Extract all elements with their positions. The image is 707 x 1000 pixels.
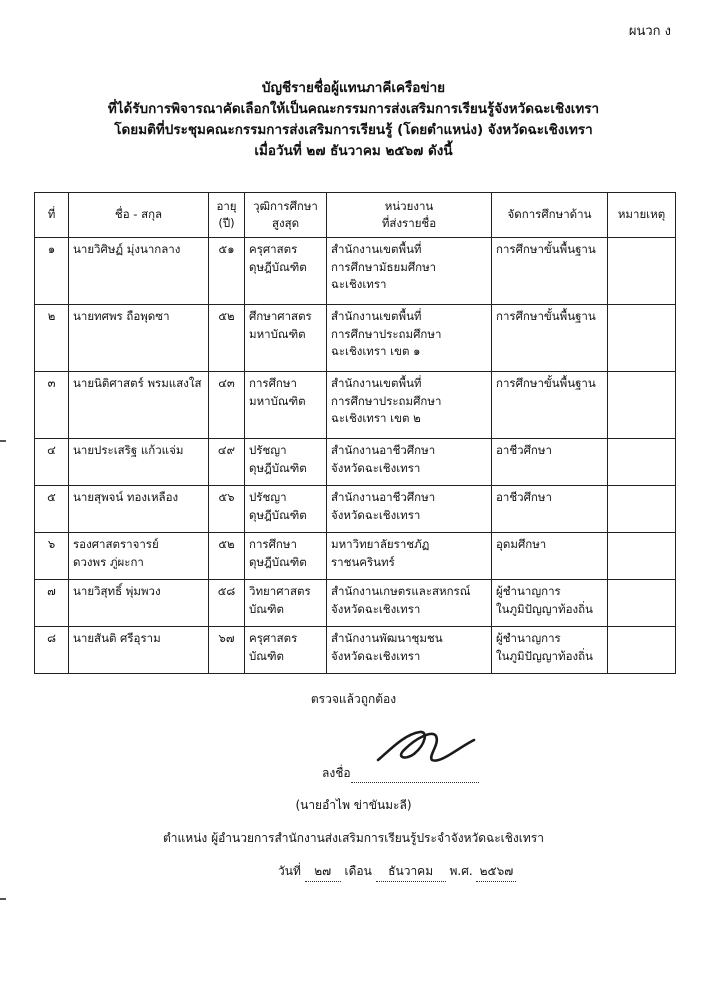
cell-organization: สำนักงานเขตพื้นที่ การศึกษามัธยมศึกษา ฉะเชิงเทรา xyxy=(327,238,492,305)
table-row xyxy=(35,627,676,674)
cell-field: ผู้ชำนาญการ ในภูมิปัญญาท้องถิ่น xyxy=(492,580,608,627)
document-title xyxy=(0,78,707,162)
table-row xyxy=(35,439,676,486)
table-row xyxy=(35,580,676,627)
cell-organization: สำนักงานอาชีวศึกษา จังหวัดฉะเชิงเทรา xyxy=(327,439,492,486)
cell-organization: สำนักงานเขตพื้นที่ การศึกษาประถมศึกษา ฉะเชิงเทรา เขต ๒ xyxy=(327,372,492,439)
title-line: บัญชีรายชื่อผู้แทนภาคีเครือข่าย xyxy=(261,80,446,96)
title-line: ที่ได้รับการพิจารณาคัดเลือกให้เป็นคณะกรรมการส่งเสริมการเรียนรู้จังหวัดฉะเชิงเทรา xyxy=(107,101,600,117)
header-field: จัดการศึกษาด้าน xyxy=(492,193,608,238)
header-education: วุฒิการศึกษา สูงสุด xyxy=(245,193,327,238)
cell-no: ๓ xyxy=(35,372,69,439)
table-row xyxy=(35,486,676,533)
signer-position: ตำแหน่ง ผู้อำนวยการสำนักงานส่งเสริมการเรียนรู้ประจำจังหวัดฉะเชิงเทรา xyxy=(163,831,544,845)
edge-mark xyxy=(0,898,6,900)
cell-age: ๕๒ xyxy=(209,533,245,580)
annex-label: ผนวก ง xyxy=(628,24,671,39)
cell-education: ปรัชญา ดุษฎีบัณฑิต xyxy=(245,486,327,533)
table-header-row xyxy=(35,193,676,238)
header-no: ที่ xyxy=(35,193,69,238)
cell-organization: สำนักงานเกษตรและสหกรณ์ จังหวัดฉะเชิงเทรา xyxy=(327,580,492,627)
cell-age: ๕๒ xyxy=(209,305,245,372)
cell-name: รองศาสตราจารย์ ดวงพร ภู่ผะกา xyxy=(69,533,209,580)
cell-remark xyxy=(608,439,676,486)
cell-remark xyxy=(608,627,676,674)
cell-no: ๔ xyxy=(35,439,69,486)
cell-organization: มหาวิทยาลัยราชภัฏ ราชนครินทร์ xyxy=(327,533,492,580)
cell-remark xyxy=(608,372,676,439)
representatives-table xyxy=(34,192,676,674)
cell-no: ๑ xyxy=(35,238,69,305)
header-remark: หมายเหตุ xyxy=(608,193,676,238)
title-line: โดยมติที่ประชุมคณะกรรมการส่งเสริมการเรียนรู้ (โดยตำแหน่ง) จังหวัดฉะเชิงเทรา xyxy=(114,122,593,138)
cell-no: ๖ xyxy=(35,533,69,580)
cell-organization: สำนักงานอาชีวศึกษา จังหวัดฉะเชิงเทรา xyxy=(327,486,492,533)
cell-age: ๖๗ xyxy=(209,627,245,674)
signature-image xyxy=(370,722,480,770)
cell-name: นายประเสริฐ แก้วแจ่ม xyxy=(69,439,209,486)
title-line: เมื่อวันที่ ๒๗ ธันวาคม ๒๕๖๗ ดังนี้ xyxy=(254,143,453,159)
cell-field: อาชีวศึกษา xyxy=(492,486,608,533)
cell-remark xyxy=(608,486,676,533)
cell-remark xyxy=(608,305,676,372)
cell-age: ๕๑ xyxy=(209,238,245,305)
cell-education: วิทยาศาสตร บัณฑิต xyxy=(245,580,327,627)
cell-no: ๕ xyxy=(35,486,69,533)
edge-mark xyxy=(0,440,6,442)
cell-age: ๕๖ xyxy=(209,486,245,533)
date-month: ธันวาคม xyxy=(376,862,446,882)
cell-education: ปรัชญา ดุษฎีบัณฑิต xyxy=(245,439,327,486)
signature-line xyxy=(322,764,492,783)
cell-age: ๕๘ xyxy=(209,580,245,627)
cell-age: ๔๙ xyxy=(209,439,245,486)
cell-remark xyxy=(608,533,676,580)
cell-remark xyxy=(608,580,676,627)
cell-name: นายสุพจน์ ทองเหลือง xyxy=(69,486,209,533)
cell-name: นายทศพร ถือพุดซา xyxy=(69,305,209,372)
cell-remark xyxy=(608,238,676,305)
signature-date: วันที่ ๒๗ เดือน ธันวาคม พ.ศ. ๒๕๖๗ xyxy=(278,862,516,882)
cell-no: ๗ xyxy=(35,580,69,627)
header-name: ชื่อ - สกุล xyxy=(69,193,209,238)
cell-field: อาชีวศึกษา xyxy=(492,439,608,486)
cell-name: นายวิศิษฏ์ มุ่งนากลาง xyxy=(69,238,209,305)
table-row xyxy=(35,238,676,305)
cell-field: อุดมศึกษา xyxy=(492,533,608,580)
cell-education: ศึกษาศาสตร มหาบัณฑิต xyxy=(245,305,327,372)
cell-field: การศึกษาขั้นพื้นฐาน xyxy=(492,305,608,372)
cell-education: ครุศาสตร ดุษฎีบัณฑิต xyxy=(245,238,327,305)
cell-no: ๘ xyxy=(35,627,69,674)
cell-name: นายสันติ ศรีอุราม xyxy=(69,627,209,674)
sign-label: ลงชื่อ xyxy=(322,766,351,780)
cell-name: นายนิติศาสตร์ พรมแสงใส xyxy=(69,372,209,439)
certification-text: ตรวจแล้วถูกต้อง xyxy=(310,692,397,706)
date-year: ๒๕๖๗ xyxy=(476,862,516,882)
cell-no: ๒ xyxy=(35,305,69,372)
table-row xyxy=(35,372,676,439)
cell-field: ผู้ชำนาญการ ในภูมิปัญญาท้องถิ่น xyxy=(492,627,608,674)
cell-education: ครุศาสตร บัณฑิต xyxy=(245,627,327,674)
cell-education: การศึกษา มหาบัณฑิต xyxy=(245,372,327,439)
table-row xyxy=(35,533,676,580)
cell-name: นายวิสุทธิ์ พุ่มพวง xyxy=(69,580,209,627)
cell-organization: สำนักงานพัฒนาชุมชน จังหวัดฉะเชิงเทรา xyxy=(327,627,492,674)
cell-field: การศึกษาขั้นพื้นฐาน xyxy=(492,238,608,305)
cell-education: การศึกษา ดุษฎีบัณฑิต xyxy=(245,533,327,580)
cell-age: ๔๓ xyxy=(209,372,245,439)
header-organization: หน่วยงาน ที่ส่งรายชื่อ xyxy=(327,193,492,238)
cell-field: การศึกษาขั้นพื้นฐาน xyxy=(492,372,608,439)
signer-name: (นายอำไพ ข่าขันมะลี) xyxy=(295,798,412,812)
table-row xyxy=(35,305,676,372)
header-age: อายุ (ปี) xyxy=(209,193,245,238)
cell-organization: สำนักงานเขตพื้นที่ การศึกษาประถมศึกษา ฉะเชิงเทรา เขต ๑ xyxy=(327,305,492,372)
date-day: ๒๗ xyxy=(305,862,341,882)
